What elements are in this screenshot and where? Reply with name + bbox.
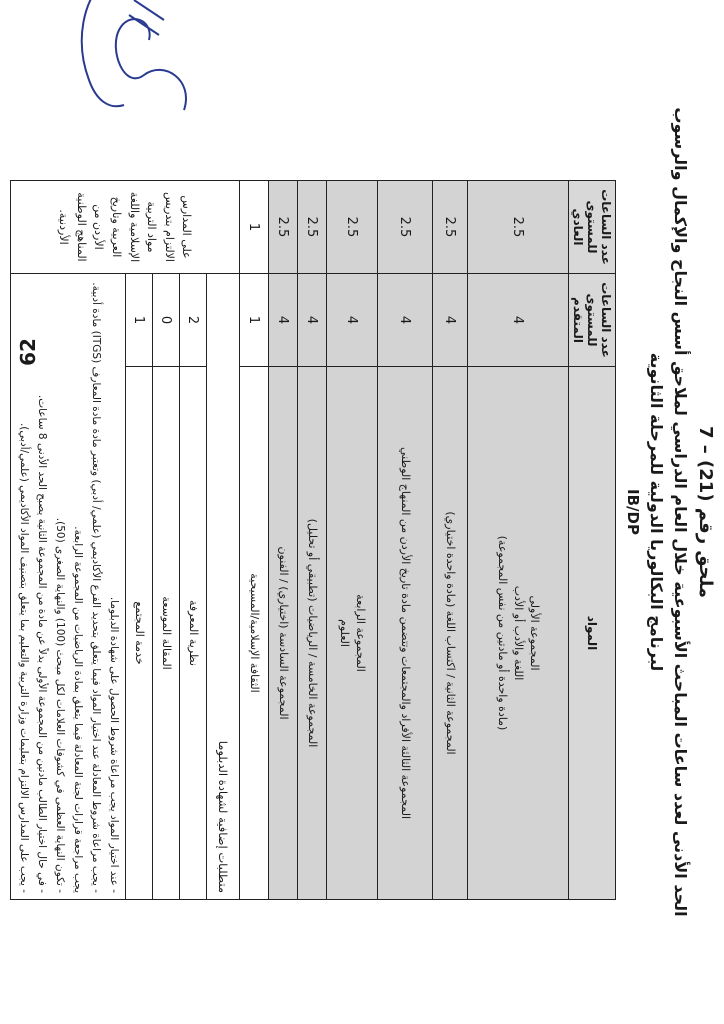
handwritten-signature (64, 0, 204, 130)
extra-subject-cell: المقالة الموسعة (153, 367, 180, 900)
extra-subject-cell: خدمة المجتمع (126, 367, 153, 900)
higher-hours: 1 (240, 274, 269, 367)
table-row (468, 181, 569, 900)
note-item: - يجب مراعاة شروط المعادلة عند اختيار المواد فيما يتعلق بتحديد الفرع الأكاديمي (علمي/ أدبي) وتعتبر مادة مادة المعارف (ITGS) مادة أدبية. يجب مراجعة قرارات لجنة المعادلة فيما يتعلق بمادة الرياضيات من المجموعة الرابعة. (71, 282, 102, 893)
table-row (180, 181, 207, 900)
higher-hours: 4 (378, 274, 433, 367)
higher-hours: 4 (269, 274, 298, 367)
table-row (269, 181, 298, 900)
higher-hours: 4 (433, 274, 468, 367)
table-row (126, 181, 153, 900)
standard-hours: 2.5 (378, 181, 433, 274)
notes-cell (11, 274, 126, 900)
standard-hours: 2.5 (468, 181, 569, 274)
subject-cell: المجموعة الرابعة العلوم (327, 367, 378, 900)
extra-subject-cell: نظرية المعرفة (180, 367, 207, 900)
extra-hours: 0 (153, 274, 180, 367)
higher-hours: 4 (298, 274, 327, 367)
note-item: - في حال اختيار الطالب مادتين من المجموعة الأولى بدلاً عن مادة من المجموعة الثانية يصبح الحد الأدنى 8 ساعات. (36, 394, 49, 893)
note-item: - يجب على المدارس الالتزام بتعليمات وزارة التربية والتعليم بما يتعلق بتصنيف المواد الأكاديمي (علمي/أدبي). (18, 422, 31, 893)
higher-hours: 4 (468, 274, 569, 367)
subject-cell: المجموعة الثالثة الأفراد والمجتمعات وتتضمن مادة تاريخ الأردن من المنهاج الوطني (378, 367, 433, 900)
national-curriculum-note: على المدارس الالتزام بتدريس مواد التربية الإسلامية واللغة العربية وتاريخ الأردن من المناهج الوطنية الأردنية. (57, 191, 194, 263)
header-subjects: المواد (569, 367, 616, 900)
program-code: IB/DP (624, 489, 642, 535)
document-subtitle: لبرنامج البكالوريا الدولية للمرحلة الثانوية (647, 352, 666, 672)
table-row (153, 181, 180, 900)
subject-cell: المجموعة الثانية / اكتساب اللغة (مادة واحدة اختياري) (433, 367, 468, 900)
extra-hours: 1 (126, 274, 153, 367)
standard-hours: 2.5 (327, 181, 378, 274)
standard-hours: 2.5 (433, 181, 468, 274)
notes-row (11, 181, 126, 900)
table-header-row (569, 181, 616, 900)
header-higher-level: عدد الساعات للمستوى المتقدم (569, 274, 616, 367)
appendix-number: ملحق رقم (21) – 7 (695, 425, 716, 599)
subject-cell: الثقافة الإسلامية/المسيحية (240, 367, 269, 900)
header-standard-level: عدد الساعات للمستوى العادي (569, 181, 616, 274)
table-row (298, 181, 327, 900)
table-row (433, 181, 468, 900)
subject-cell: المجموعة الأولى اللغة والأدب أو الأدب (مادة واحدة أو مادتين من نفس المجموعة) (468, 367, 569, 900)
standard-hours: 1 (240, 181, 269, 274)
standard-hours: 2.5 (269, 181, 298, 274)
extra-requirements-header-row (207, 181, 240, 900)
table-row (378, 181, 433, 900)
subject-cell: المجموعة الخامسة / الرياضيات (تطبيقي أو تحليل) (298, 367, 327, 900)
subject-cell: المجموعة السادسة (اختياري) / الفنون (269, 367, 298, 900)
extra-hours: 2 (180, 274, 207, 367)
table-row (240, 181, 269, 900)
note-item: - تكون النهاية العظمى في كشوفات العلامات لكل مبحث (100) والنهاية الصغرى (50). (54, 517, 66, 893)
note-item: - عند اختيار المواد يجب مراعاة شروط الحصول على شهادة الدبلوما. (107, 596, 120, 893)
document-title: الحد الأدنى لعدد ساعات المباحث الأسبوعية خلال العام الدراسي لملاحق أسس النجاح والإكمال والرسوب (671, 107, 690, 917)
page-number: 62 (15, 338, 40, 366)
extra-requirements-title: متطلبات إضافية لشهادة الدبلوما (207, 274, 240, 900)
standard-hours: 2.5 (298, 181, 327, 274)
empty-cell (11, 181, 240, 274)
higher-hours: 4 (327, 274, 378, 367)
hours-table (10, 180, 616, 900)
table-row (327, 181, 378, 900)
